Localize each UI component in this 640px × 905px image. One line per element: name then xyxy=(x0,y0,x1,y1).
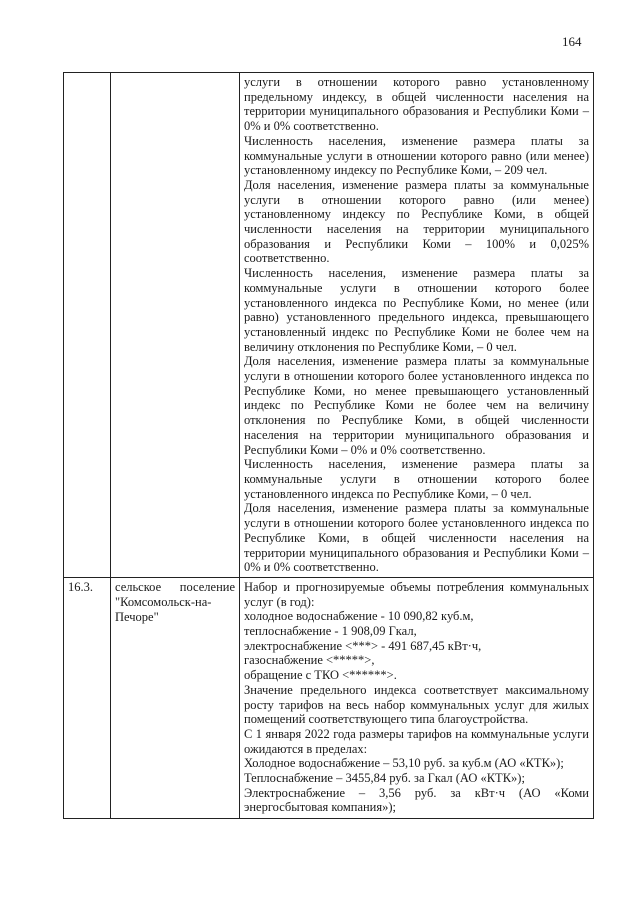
paragraph: Численность населения, изменение размера платы за коммунальные услуги в отношении которого более установленного индекса по Республике Коми, – 0 чел. xyxy=(244,457,589,501)
paragraph: Доля населения, изменение размера платы за коммунальные услуги в отношении которого более установленного индекса по Республике Коми, в общей численности населения на территории муниципального образования и Республики Коми – 0% и 0% соответственно. xyxy=(244,501,589,575)
paragraph: Доля населения, изменение размера платы за коммунальные услуги в отношении которого равно (или менее) установленному индексу по Республике Коми, в общей численности населения на территории муниципального образования и Республики Коми – 100% и 0,025% соответственно. xyxy=(244,177,589,266)
paragraph: услуги в отношении которого равно установленному предельному индексу, в общей численности населения на территории муниципального образования и Республики Коми – 0% и 0% соответственно. xyxy=(244,75,589,134)
paragraph: теплоснабжение - 1 908,09 Гкал, xyxy=(244,624,417,639)
paragraph: холодное водоснабжение - 10 090,82 куб.м, xyxy=(244,609,474,624)
paragraph: Набор и прогнозируемые объемы потребления коммунальных услуг (в год): xyxy=(244,579,589,609)
description-cell xyxy=(240,73,594,578)
description-cell xyxy=(240,577,594,818)
municipality-name-cell: сельское поселение "Комсомольск-на-Печоре" xyxy=(111,577,240,818)
document-table xyxy=(63,72,594,819)
municipality-name-cell xyxy=(111,73,240,578)
paragraph: Теплоснабжение – 3455,84 руб. за Гкал (АО «КТК»); xyxy=(244,771,525,786)
paragraph: Численность населения, изменение размера платы за коммунальные услуги в отношении которого равно (или менее) установленному индексу по Республике Коми, – 209 чел. xyxy=(244,133,589,178)
paragraph: электроснабжение <***> - 491 687,45 кВт·ч, xyxy=(244,638,482,653)
page-number: 164 xyxy=(562,34,582,49)
paragraph: С 1 января 2022 года размеры тарифов на коммунальные услуги ожидаются в пределах: xyxy=(244,726,589,756)
row-number-cell xyxy=(64,73,111,578)
paragraph: Значение предельного индекса соответствует максимальному росту тарифов на весь набор коммунальных услуг для жилых помещений соответствующего типа благоустройства. xyxy=(244,682,589,727)
paragraph: обращение с ТКО <******>. xyxy=(244,668,397,683)
table-row xyxy=(64,73,594,578)
row-number-cell: 16.3. xyxy=(64,577,111,818)
paragraph: Холодное водоснабжение – 53,10 руб. за куб.м (АО «КТК»); xyxy=(244,756,564,771)
paragraph: Численность населения, изменение размера платы за коммунальные услуги в отношении которого более установленного индекса по Республике Коми, но менее (или равно) установленного предельного индекса, превышающего установленный индекс по Республике Коми не более чем на величину отклонения по Республике Коми, – 0 чел. xyxy=(244,266,589,354)
paragraph: Доля населения, изменение размера платы за коммунальные услуги в отношении которого более установленного индекса по Республике Коми, но менее превышающего установленный индекс по Республике Коми не более чем на величину отклонения по Республике Коми, в общей численности населения на территории муниципального образования и Республики Коми – 0% и 0% соответственно. xyxy=(244,354,589,457)
table-row xyxy=(64,577,594,818)
paragraph: газоснабжение <*****>, xyxy=(244,653,375,668)
paragraph: Электроснабжение – 3,56 руб. за кВт·ч (АО «Коми энергосбытовая компания»); xyxy=(244,785,589,815)
